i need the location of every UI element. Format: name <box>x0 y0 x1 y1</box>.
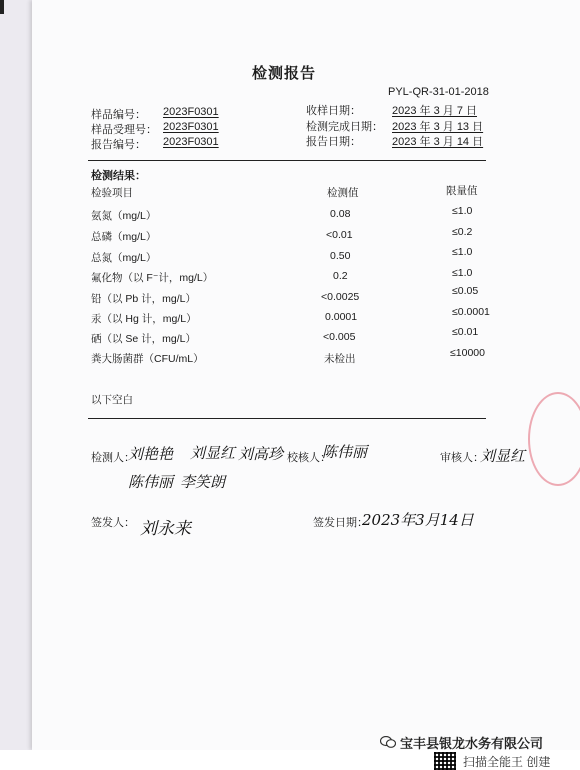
reviewer-signature: 刘显红 <box>480 447 526 465</box>
account-watermark: 宝丰县银龙水务有限公司 <box>400 736 544 751</box>
scan-edge-mark <box>0 0 4 14</box>
checker-label: 校核人： <box>287 452 331 464</box>
sample-number-label: 样品编号： <box>91 109 146 121</box>
table-row-limit: ≤10000 <box>450 347 485 359</box>
table-row-value: 0.08 <box>330 208 351 220</box>
table-row-limit: ≤1.0 <box>452 267 473 279</box>
table-row-value: <0.0025 <box>321 291 360 303</box>
table-row-value: 未检出 <box>324 353 356 365</box>
inspector-signature: 李笑朗 <box>180 473 226 491</box>
issue-date-value: 2023年3月14日 <box>362 511 474 529</box>
inspector-signature: 陈伟丽 <box>128 473 174 491</box>
header-divider <box>88 160 486 161</box>
wechat-icon <box>380 736 396 748</box>
inspector-label: 检测人： <box>91 452 135 464</box>
column-value-header: 检测值 <box>327 187 359 199</box>
column-limit-header: 限量值 <box>446 185 478 197</box>
results-divider <box>88 418 486 419</box>
inspector-signature: 刘高珍 <box>238 445 284 463</box>
table-row-item: 硒（以 Se 计，mg/L） <box>91 333 197 345</box>
table-row-limit: ≤0.0001 <box>452 306 490 318</box>
checker-signature: 陈伟丽 <box>322 443 368 461</box>
issuer-signature: 刘永来 <box>140 519 191 539</box>
test-complete-date-label: 检测完成日期： <box>306 121 383 133</box>
document-code: PYL-QR-31-01-2018 <box>388 86 489 98</box>
receive-date-label: 收样日期： <box>306 105 361 117</box>
seal-stamp <box>528 392 580 486</box>
sample-acceptance-label: 样品受理号： <box>91 124 157 136</box>
table-row-limit: ≤0.2 <box>452 226 473 238</box>
table-row-item: 氨氮（mg/L） <box>91 210 157 222</box>
receive-date-value: 2023 年 3 月 7 日 <box>392 105 477 117</box>
report-number-value: 2023F0301 <box>163 136 219 148</box>
table-row-item: 粪大肠菌群（CFU/mL） <box>91 353 204 365</box>
sample-acceptance-value: 2023F0301 <box>163 121 219 133</box>
table-row-item: 氟化物（以 F⁻计，mg/L） <box>91 272 214 284</box>
table-row-limit: ≤0.05 <box>452 285 479 297</box>
reviewer-label: 审核人： <box>440 452 484 464</box>
table-row-item: 总氮（mg/L） <box>91 252 157 264</box>
sample-number-value: 2023F0301 <box>163 106 219 118</box>
table-row-value: 0.2 <box>333 270 348 282</box>
qr-code-icon <box>434 752 456 770</box>
test-complete-date-value: 2023 年 3 月 13 日 <box>392 121 484 133</box>
inspector-signature: 刘显红 <box>190 444 236 462</box>
report-date-value: 2023 年 3 月 14 日 <box>392 136 484 148</box>
results-heading: 检测结果： <box>91 170 146 182</box>
report-number-label: 报告编号： <box>91 139 146 151</box>
table-row-limit: ≤0.01 <box>452 326 479 338</box>
scanner-watermark: 扫描全能王 创建 <box>463 755 551 769</box>
issue-date-label: 签发日期： <box>313 517 368 529</box>
table-row-limit: ≤1.0 <box>452 246 473 258</box>
inspector-signature: 刘艳艳 <box>128 445 174 463</box>
report-date-label: 报告日期： <box>306 136 361 148</box>
blank-below-note: 以下空白 <box>91 394 133 406</box>
table-row-value: <0.01 <box>326 229 353 241</box>
issuer-label: 签发人： <box>91 517 135 529</box>
column-item-header: 检验项目 <box>91 187 133 199</box>
table-row-value: 0.50 <box>330 250 351 262</box>
table-row-item: 铅（以 Pb 计，mg/L） <box>91 293 197 305</box>
table-row-item: 总磷（mg/L） <box>91 231 157 243</box>
table-row-value: 0.0001 <box>325 311 358 323</box>
table-row-value: <0.005 <box>323 331 356 343</box>
report-title: 检测报告 <box>252 65 317 82</box>
table-row-limit: ≤1.0 <box>452 205 473 217</box>
table-row-item: 汞（以 Hg 计，mg/L） <box>91 313 197 325</box>
